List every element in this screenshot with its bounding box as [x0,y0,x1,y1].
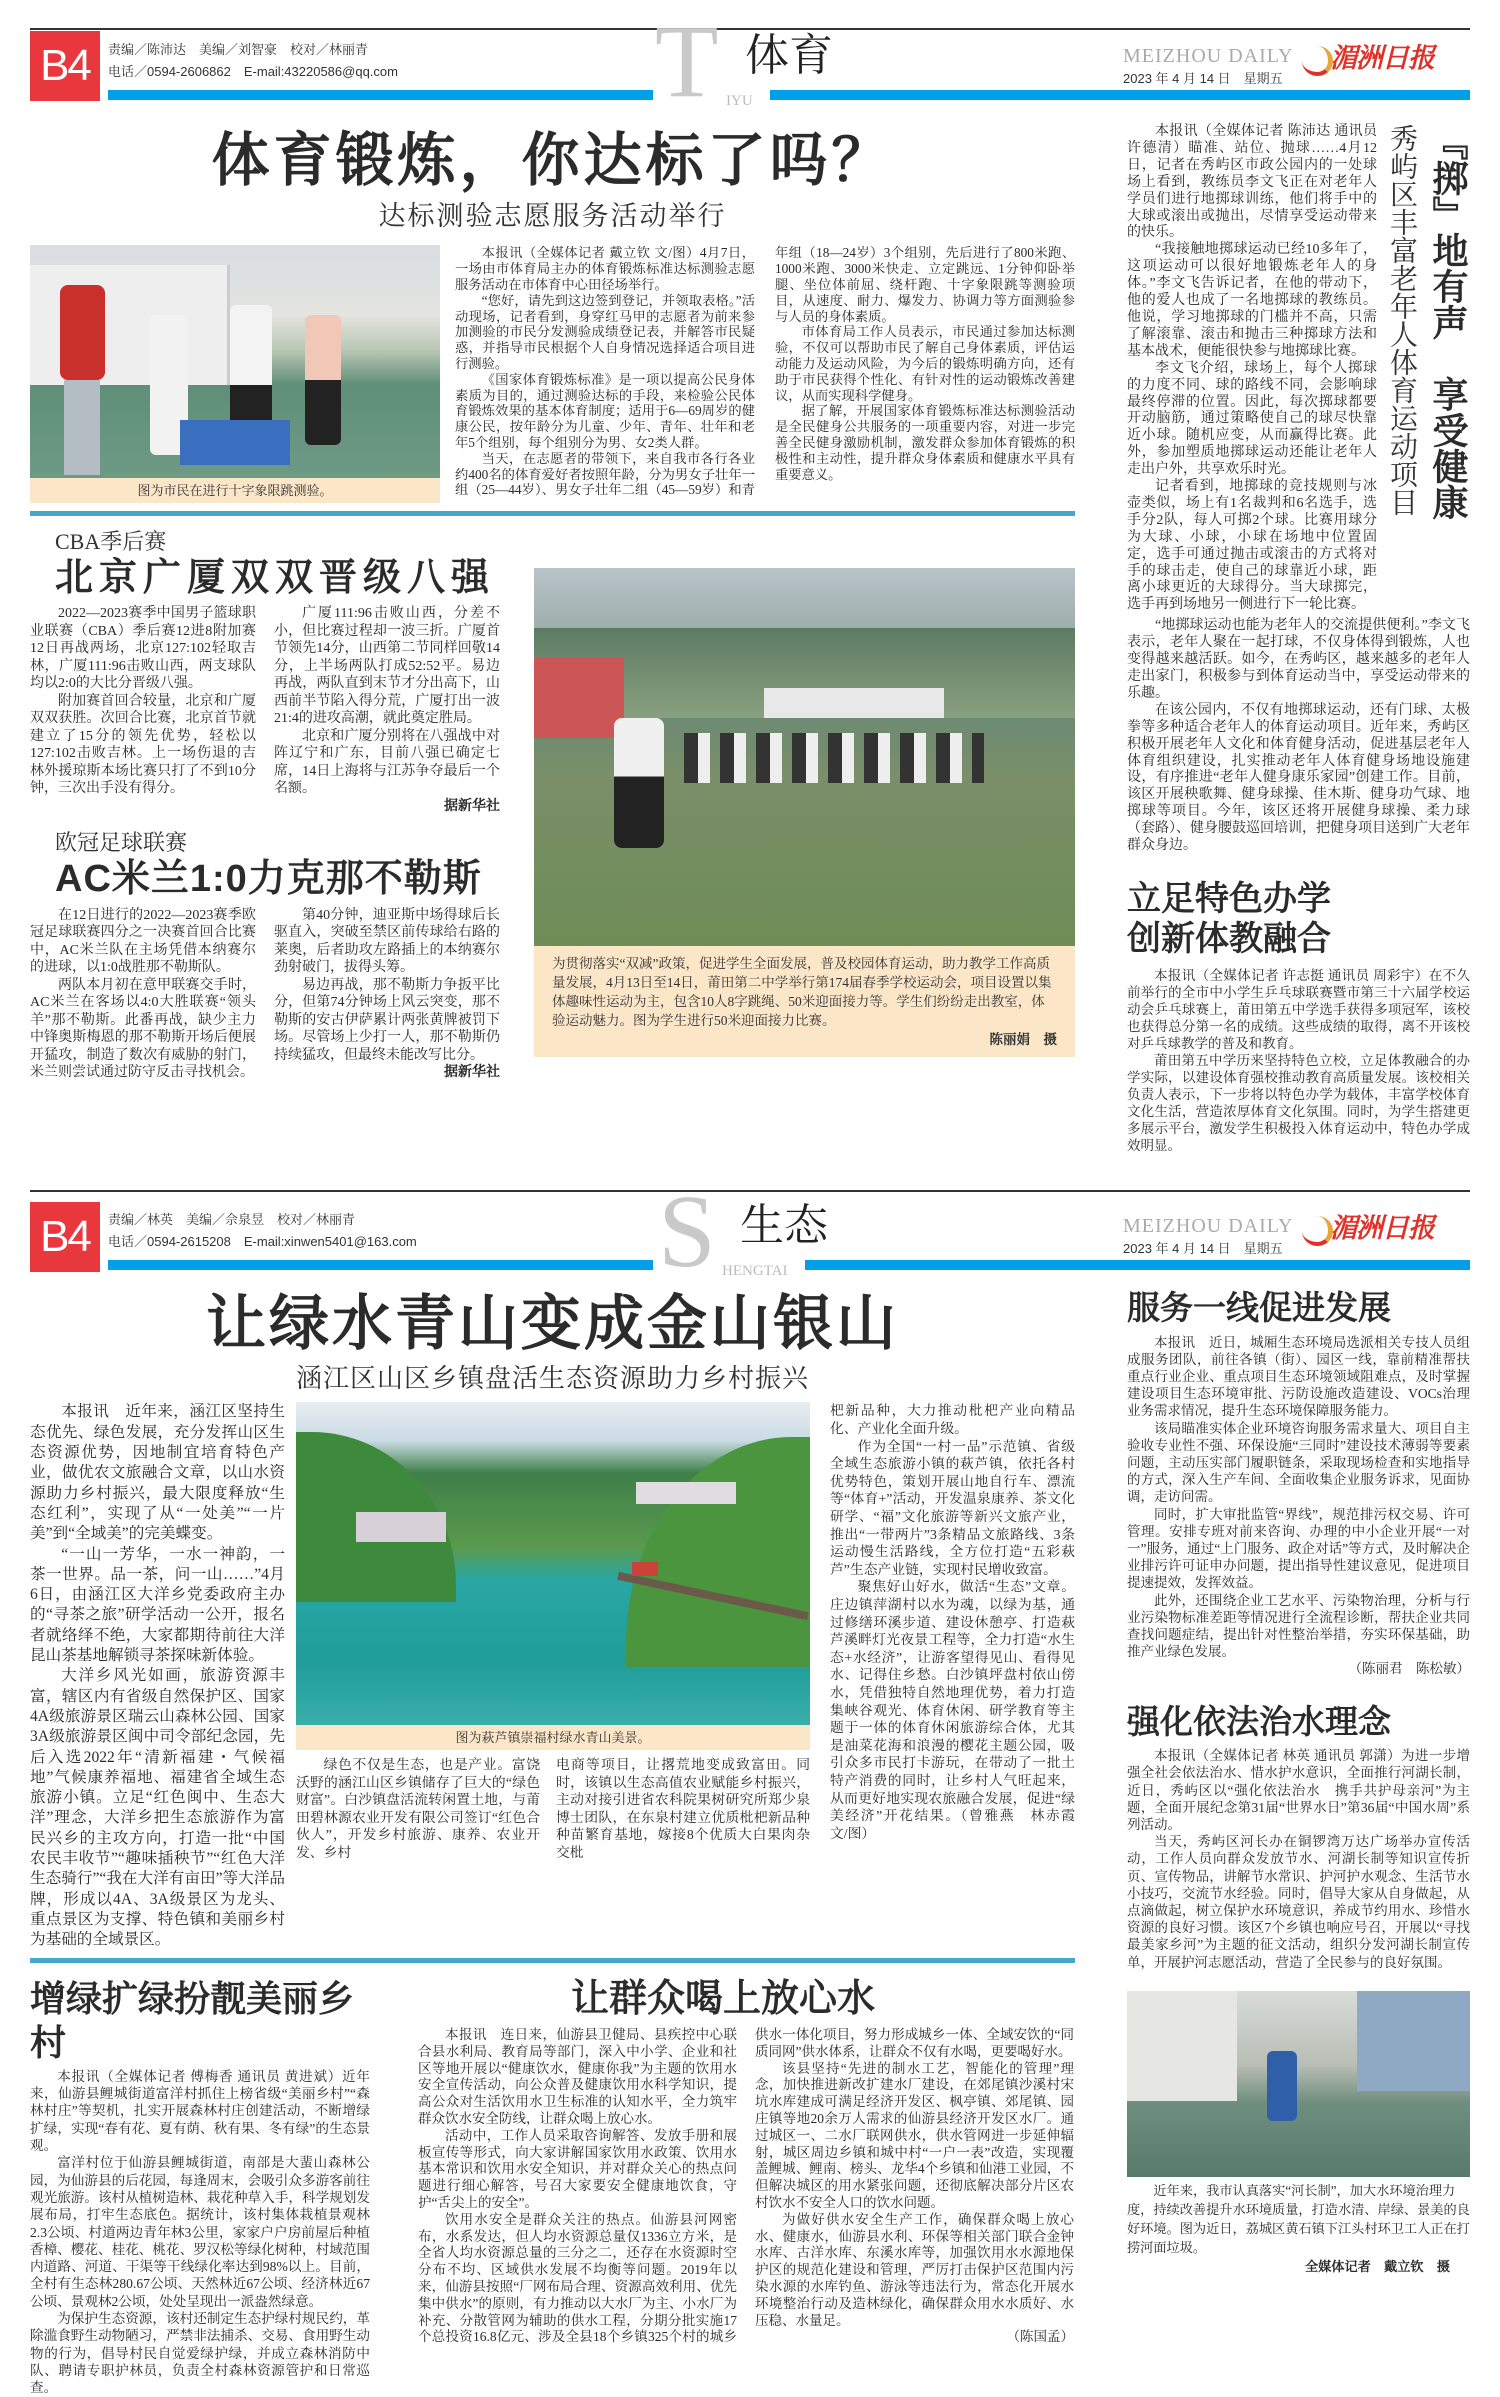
paragraph: 为保护生态资源，该村还制定生态护绿村规民约，革除滥食野生动物陋习，严禁非法捕杀、交易、食用野生动物的行为，倡导村民自觉爱绿护绿，并成立森林消防中队、聘请专职护林员，负责全村森林资源管护和日常巡查。 [30,2311,370,2396]
paragraph: 作为全国“一村一品”示范镇、省级全域生态旅游小镇的萩芦镇，依托各村优势特色，策划开展山地自行车、漂流等“体育+”活动，开发温泉康养、茶文化研学、“福”文化旅游等新兴文旅产业，推出“一带两片”3条精品文旅路线、3条运动慢生活路线，全方位打造“五彩萩芦”生态产业链，实现村民增收致富。 [830,1438,1075,1577]
eco-subheadline: 涵江区山区乡镇盘活生态资源助力乡村振兴 [295,1362,809,1393]
paper-name-en-2: MEIZHOU DAILY [1123,1214,1294,1237]
eco-col3-text: 电商等项目，让撂荒地变成致富田。同时，该镇以生态高值农业赋能乡村振兴，主动对接引进省农科院果树研究所郑少泉博士团队，在东泉村建立优质枇杷新品种种苗繁育基地，嫁接8个优质大白果肉杂交枇 [556,1757,810,1860]
paragraph: 本报讯 近日，城厢生态环境局选派相关专技人员组成服务团队，前往各镇（街）、园区一线，靠前精准帮扶重点行业企业、重点项目生态环境领域阻难点，及时掌握建设项目生态环境审批、污防设施改造建设、VOCs治理业务需求情况，提升生态环境保障服务能力。 [1127,1334,1470,1419]
paragraph: 此外，还围绕企业工艺水平、污染物治理，分析与行业污染物标准差距等情况进行全流程诊断，帮扶企业共同查找问题症结，提出针对性整治举措，夯实环保基础，助推产业绿色发展。 [1127,1592,1470,1660]
law-headline: 强化依法治水理念 [1127,1702,1391,1740]
law-article-body [1127,1747,1470,1971]
bowls-headline: 『掷』地有声 享受健康 [1428,124,1469,520]
page-number-badge: B4 [30,31,100,101]
paragraph: 饮用水安全是群众关注的热点。仙游县河网密布，水系发达，但人均水资源总量仅1336立方米，是全省人均水资源总量的三分之二，还存在水资源时空分布不均、区域供水发展不均衡等问题。2019年以来，仙游县按照“厂网布局合理、资源高效利用、优先集中供水”的原则，有力推动以大水厂为主、小水厂为补充、分散管网为辅助的供水工程，分期分批实施17个总投资16.8亿元、涉及全县18个乡镇325个村的城乡供水一体化项目，努力形成城乡一体、全域安饮的“同质同网”供水体系，让群众不仅有水喝，更要喝好水。 [418,2027,1074,2345]
section-watermark-letter-2: S [658,1173,716,1289]
ecology-page-body [0,1284,1500,2397]
section-title: 体育 [745,31,833,80]
eco-article-row [30,1402,1089,1950]
relay-caption-text: 为贯彻落实“双减”政策，促进学生全面发展，普及校园体育运动，助力教学工作高质量发展，4月13日至14日，莆田第二中学举行第174届春季学校运动会，项目设置以集体趣味性运动为主，包含10人8字跳绳、50米迎面接力等。学生们纷纷走出教室，体验运动魅力。图为学生进行50米迎面接力比赛。 [552,956,1052,1029]
service-headline: 服务一线促进发展 [1127,1288,1391,1326]
paper-logo-2: 湄洲日报 [1330,1212,1434,1244]
paragraph: “我接触地掷球运动已经10多年了，这项运动可以很好地锻炼老年人的身体。”李文飞告诉记者，在他的带动下，他的爱人也成了一名地掷球的教练员。他说，学习地掷球的门槛并不高，只需了解滚靠、滚击和抛击三种掷球方法和基本战术，便能很快参与地掷球比赛。 [1127,242,1377,359]
lake-landscape-photo [296,1402,810,1725]
eco-article-col4 [830,1402,1089,1842]
eco-under-photo-row [296,1756,810,1861]
relay-photo-block [534,568,1075,1057]
water-article-body [418,2027,1074,2346]
paragraph: 莆田第五中学历来坚持特色立校，立足体教融合的办学实际，以建设体育强校推动教育高质量发展。该校相关负责人表示，下一步将以特色办学为载体，丰富学校体育文化生活，营造浓厚体育文化氛围。同时，为学生搭建更多展示平台，激发学生积极投入体育运动中，特色办学成效明显。 [1127,1052,1470,1153]
eco-col2-text: 绿色不仅是生态，也是产业。富饶沃野的涵江山区乡镇储存了巨大的“绿色财富”。白沙镇盘活流转闲置土地，与莆田碧林源农业开发有限公司签订“红色合伙人”，开发乡村旅游、康养、农业开发、乡村 [296,1757,540,1860]
main-article-body [455,245,1075,498]
school-headline-2: 创新体教融合 [1127,919,1331,958]
paragraph: “一山一芳华，一水一神韵，一茶一世界。品一茶，问一山……”4月6日，由涵江区大洋乡党委政府主办的“寻茶之旅”研学活动一公开，报名者就络绎不绝，大家都期待前往大洋昆山茶基地解锁寻茶探味新体验。 [30,1545,285,1665]
paragraph: 在该公园内，不仅有地掷球运动，还有门球、太极拳等多种适合老年人的体育运动项目。近年来，秀屿区积极开展老年人文化和体育健身活动，促进基层老年人体育组织建设，扎实推动老年人体育健身场地设施建设，有序推进“老年人健身康乐家园”创建工作。目前，该区开展秧歌舞、健身球操、佳木斯、健身功气球、地掷球等项目。今年，该区还将开展健身球操、柔力球（套路）、健身腰鼓巡回培训，把健身项目送到广大老年群众身边。 [1127,702,1470,854]
paragraph: 李文飞介绍，球场上，每个人掷球的力度不同、球的路线不同，会影响球最终停滞的位置。因此，每次掷球都要开动脑筋，通过策略使自己的球尽快靠近小球。随机应变，从而赢得比赛。此外，参加塑质地掷球运动还能让老年人走出户外，共享欢乐时光。 [1127,360,1377,478]
bowls-article-body-top [1127,124,1377,614]
sports-right-column [1127,112,1470,1154]
paragraph: 据了解，开展国家体育锻炼标准达标测验活动是全民健身公共服务的一项重要内容，对进一步完善全民健身激励机制，激发群众参加体育锻炼的积极性和主动性，提升群众身体素质和健康水平具有重要意义。 [775,403,1075,482]
paragraph: 该局瞄准实体企业环境咨询服务需求量大、项目自主验收专业性不强、环保设施“三同时”建设技术薄弱等要素问题，主动压实部门履职链条，采取现场检查和实地指导的方式，深入生产车间、全面收集企业服务诉求，见面协调，走访问需。 [1127,1420,1470,1505]
paragraph: 本报讯（全媒体记者 陈沛达 通讯员 许德清）瞄准、站位、抛球……4月12日，记者在秀屿区市政公园内的一处球场上看到，教练员李文飞正在对老年人学员们进行地掷球训练，他们将手中的大球或滚出或抛出，尽情享受运动带来的快乐。 [1127,124,1377,241]
ecology-right-column [1127,1284,1470,2276]
paragraph: “地掷球运动也能为老年人的交流提供便利。”李文飞表示，老年人聚在一起打球，不仅身体得到锻炼，人也变得越来越活跃。如今，在秀屿区，越来越多的老年人走出家门，积极参与到体育运动当中，享受运动带来的乐趣。 [1127,618,1470,701]
paragraph: 同时，扩大审批监管“界线”，规范排污权交易、许可管理。安排专班对前来咨询、办理的中小企业开展“一对一”服务，通过“上门服务、政企对话”等方式，及时解决企业排污许可证申办问题，提出指导性建议意见，促进项目提速提效，发挥效益。 [1127,1506,1470,1591]
ecology-page-header [0,1162,1500,1289]
paragraph: 北京和广厦分别将在八强战中对阵辽宁和广东，目前八强已确定七席，14日上海将与江苏争夺最后一个名额。 [274,728,500,797]
section-divider [30,511,1075,516]
river-caption-text: 近年来，我市认真落实“河长制”，加大水环境治理力度，持续改善提升水环境质量，打造水清、岸绿、景美的良好环境。图为近日，荔城区黄石镇下江头村环卫工人正在打捞河面垃圾。 [1127,2182,1470,2255]
news-row [30,528,1075,1081]
water-paragraphs [418,2027,1074,2346]
paragraph: 本报讯（全媒体记者 傅梅香 通讯员 黄进斌）近年来，仙游县鲤城街道富洋村抓住上榜省级“美丽乡村”“森林村庄”等契机，扎实开展森林村庄创建活动，不断增绿扩绿，实现“春有花、夏有荫、秋有果、冬有绿”的生态景观。 [30,2068,370,2154]
paper-name-en: MEIZHOU DAILY [1123,45,1294,67]
bowls-subheadline: 秀屿区丰富老年人体育运动项目 [1387,124,1418,516]
paragraph: 本报讯（全媒体记者 许志挺 通讯员 周彩宇）在不久前举行的全市中小学生乒乓球联赛暨市第三十六届学校运动会乒乓球赛上，莆田第五中学选手获得多项冠军，该校也获得总分第一名的成绩。这些成绩的取得，离不开该校对乒乓球教学的普及和教育。 [1127,967,1470,1051]
school-headline-1: 立足特色办学 [1127,879,1331,918]
issue-date: 2023 年 4 月 14 日 星期五 [1123,71,1283,86]
paragraph: 广厦111:96击败山西，分差不小，但比赛过程却一波三折。广厦首节领先14分，山西第二节同样回敬14分，上半场两队打成52:52平。易边再战，两队直到末节才分出高下，山西前半节陷入得分荒，广厦打出一波21:4的进攻高潮，就此奠定胜局。 [274,606,500,727]
section-watermark-letter: T [655,4,719,119]
sports-page-body [0,112,1500,1154]
contact-info: 电话／0594-2606862 E-mail:43220586@qq.com [108,64,398,79]
paragraph: 记者看到，地掷球的竞技规则与冰壶类似，场上有1名裁判和6名选手，选手分2队，每人可掷2个球。比赛用球分为大球、小球，小球在场地中位置固定，选手可通过抛击或滚击的方式将对手的球击走，使自己的球靠近小球，距离小球更近的大球得分。当大球掷完，选手再到场地另一侧进行下一轮比赛。 [1127,479,1377,613]
issue-date-2: 2023 年 4 月 14 日 星期五 [1123,1240,1283,1256]
main-subheadline: 达标测验志愿服务活动举行 [378,200,727,231]
sports-left-area [30,112,1075,1082]
green-headline: 增绿扩绿扮靓美丽乡村 [30,1978,355,2063]
ecology-left-area [30,1284,1089,2397]
paragraph: 富洋村位于仙游县鲤城街道，南部是大蜚山森林公园，为仙游县的后花园，每逢周末，会吸引众多游客前往观光旅游。该村从植树造林、栽花种草入手，科学规划发展布局，打牢生态底色。据统计，该村集体栽植景观林2.3公顷、村道两边青年林3公里，家家户户房前屋后种植香樟、樱花、桂花、桃花、罗汉松等绿化树种，村域范围内道路、河道、干渠等干线绿化率达到98%以上。目前，全村有生态林280.67公顷、天然林近67公顷、经济林近67公顷、景观林2公顷，处处呈现出一派盎然绿意。 [30,2155,370,2309]
football-article-body [30,907,500,1082]
header-bar-left [108,90,653,100]
fitness-photo-block [30,245,440,503]
eco-article-col3 [556,1756,810,1861]
eco-article-col1 [30,1402,301,1950]
main-headline: 体育锻炼，你达标了吗？ [211,128,894,193]
paragraph: “您好，请先到这边签到登记，并领取表格。”活动现场，记者看到，身穿红马甲的志愿者为前来参加测验的市民分发测验成绩登记表，并解答市民疑惑，并指导市民根据个人自身情况选择适合项目进行测验。 [455,292,755,371]
service-source: （陈丽君 陈松敏） [1348,1661,1470,1677]
paragraph: 聚焦好山好水，做活“生态”文章。庄边镇萍湖村以水为魂，以绿为基，通过修缮环溪步道、建设休憩亭、打造萩芦溪畔灯光夜景工程等，全力打造“水生态+水经济”，让游客望得见山、看得见水、记得住乡愁。白沙镇坪盘村依山傍水，凭借独特自然地理优势，着力打造集峡谷观光、体育休闲、研学教育等主题于一体的体育休闲旅游综合体，尤其是油菜花海和浪漫的樱花主题公园，吸引众多市民打卡游玩，在带动了一批土特产消费的同时，让乡村人气旺起来，从而更好地实现农旅融合发展，促进“绿美经济”开花结果。（曾雅燕 林赤霞 文/图） [830,1579,1089,1841]
eco-article-col2 [296,1756,540,1861]
paragraph: 本报讯 近年来，涵江区坚持生态优先、绿色发展，充分发挥山区生态资源优势，因地制宜培育特色产业，做优农文旅融合文章，以山水资源助力乡村振兴，最大限度释放“生态红利”，实现了从“一处美”“一片美”到“全域美”的完美蝶变。 [30,1403,285,1543]
green-article [30,1977,370,2396]
river-photo-credit: 全媒体记者 戴立钦 摄 [1304,2258,1450,2274]
bottom-news-row [30,1977,1075,2396]
cba-kicker: CBA季后赛 [55,529,167,555]
bowls-top-row [1127,124,1470,614]
fitness-test-photo [30,245,440,478]
eco-col4-paragraphs [830,1438,1089,1843]
lake-photo-caption: 图为萩芦镇崇福村绿水青山美景。 [296,1725,810,1750]
football-paragraphs [30,907,500,1082]
paragraph: 易边再战，那不勒斯力争扳平比分，但第74分钟场上风云突变，那不勒斯的安古伊萨累计两张黄牌被罚下场。尽管场上少打一人，那不勒斯仍持续猛攻，但最终未能改写比分。 [274,977,500,1063]
section-pinyin-2: HENGTAI [722,1262,788,1279]
paragraph: 2022—2023赛季中国男子篮球职业联赛（CBA）季后赛12进8附加赛12日再战两场，北京127:102轻取吉林，广厦111:96击败山西，两支球队均以2:0的大比分晋级八强。 [30,606,256,692]
paragraph: 本报讯 连日来，仙游县卫健局、县疾控中心联合县水利局、教育局等部门，深入中小学、企业和社区等地开展以“健康饮水，健康你我”为主题的饮用水安全宣传活动，向公众普及健康饮用水科学知识，提高公众对生活饮用水卫生标准的认知水平，全力筑牢群众饮水安全防线，让群众喝上放心水。 [418,2027,737,2127]
sports-page-header [0,0,1500,119]
ecology-page [0,1162,1500,2397]
paragraph: 两队本月初在意甲联赛交手时，AC米兰在客场以4:0大胜联赛“领头羊”那不勒斯。此番再战，缺少主力中锋奥斯梅恩的那不勒斯开场后便展开猛攻，制造了数次有威胁的射门，米兰则尝试通过防守反击寻找机会。 [30,977,256,1081]
paragraph: 该县坚持“先进的制水工艺，智能化的管理”理念，加快推进新改扩建水厂建设，在郊尾镇沙溪村宋坑水库建成可满足经济开发区、枫亭镇、郊尾镇、园庄镇等地20余万人需求的仙游县经济开发区水厂。通过城区一、二水厂联网供水，供水管网进一步延伸辐射，城区周边乡镇和城中村“一户一表”改造，实现覆盖鲤城、鲤南、榜头、龙华4个乡镇和仙港工业园，不但解决城区的用水紧张问题，还彻底解决部分片区农村饮水不安全人口的饮水问题。 [755,2060,1074,2211]
paragraph: 为做好供水安全生产工作，确保群众喝上放心水、健康水，仙游县水利、环保等相关部门联合金钟水库、古洋水库、东溪水库等，加强饮用水水源地保护区的规范化建设和管理，严厉打击保护区范围内污染水源的水库钓鱼、游泳等违法行为，常态化开展水环境整治行动及造林绿化，确保群众用水水质好、水压稳、水量足。 [755,2211,1074,2328]
relay-race-photo [534,568,1075,946]
football-kicker: 欧冠足球联赛 [55,830,188,856]
relay-photo-caption [534,946,1075,1057]
eco-middle-block [296,1402,810,1861]
water-source: （陈国孟） [1006,2329,1074,2345]
service-paragraphs [1127,1334,1470,1661]
paper-logo: 湄洲日报 [1330,43,1434,74]
river-photo-caption [1127,2181,1470,2276]
cba-paragraphs [30,605,500,815]
paragraph: 《国家体育锻炼标准》是一项以提高公民身体素质为目的，通过测验达标的手段，来检验公民体育锻炼效果的基本体育制度；适用于6—69周岁的健康公民，按年龄分为儿童、少年、青年、壮年和老年5个组别，每个组别分为男、女2类人群。 [455,371,755,450]
green-article-body [30,2068,370,2397]
news-column [30,528,500,1081]
school-article-body [1127,967,1470,1154]
bowls-article-body-bottom [1127,618,1470,855]
football-headline: AC米兰1:0力克那不勒斯 [55,857,482,900]
paragraph: 大洋乡风光如画，旅游资源丰富，辖区内有省级自然保护区、国家4A级旅游景区瑞云山森林公园、国家3A级旅游景区闽中司令部纪念园，先后入选2022年“清新福建・气候福地”气候康养福地、福建省全域生态旅游小镇。立足“红色闽中、生态大洋”理念，大洋乡把生态旅游作为富民兴乡的主攻方向，打造一批“中国农民丰收节”“趣味插秧节”“红色大洋 生态骑行”“我在大洋有亩田”等大洋品牌，形成以4A、3A级景区为龙头、重点景区为支撑、特色镇和美丽乡村为基础的全域景区。 [30,1667,301,1949]
water-headline: 让群众喝上放心水 [571,1978,876,2021]
paragraph: 本报讯（全媒体记者 戴立钦 文/图）4月7日，一场由市体育局主办的体育锻炼标准达标测验志愿服务活动在市体育中心田径场举行。 [455,245,755,292]
relay-photo-credit: 陈丽娟 摄 [989,1032,1057,1048]
page-top-rule-2 [30,1190,1470,1192]
header-bar-right [770,90,1470,100]
sports-page [0,0,1500,1154]
fitness-photo-caption: 图为市民在进行十字象限跳测验。 [30,478,440,503]
header-bar-right-2 [805,1260,1470,1270]
eco-headline: 让绿水青山变成金山银山 [206,1289,899,1357]
service-article-body [1127,1334,1470,1678]
paragraph: 在12日进行的2022—2023赛季欧冠足球联赛四分之一决赛首回合比赛中，AC米兰队在主场凭借本纳赛尔的进球，以1:0战胜那不勒斯队。 [30,907,256,976]
paragraph: 活动中，工作人员采取咨询解答、发放手册和展板宣传等形式，向大家讲解国家饮用水政策、饮用水基本常识和饮用水安全知识，并对群众关心的热点问题进行细心解答，号召大家要安全健康地饮食，守护“舌尖上的安全”。 [418,2127,737,2211]
section-pinyin: IYU [726,93,753,109]
section-divider-2 [30,1958,1075,1963]
main-article-row [30,245,1075,503]
contact-info-2: 电话／0594-2615208 E-mail:xinwen5401@163.com [108,1233,417,1249]
cba-article-body [30,605,500,815]
header-bar-left-2 [108,1260,653,1270]
cba-source: 据新华社 [444,798,500,814]
page-number-badge-2: B4 [30,1202,100,1272]
river-cleanup-photo [1127,1991,1470,2177]
editor-credits-2: 责编／林英 美编／佘泉昱 校对／林丽青 [108,1211,356,1227]
eco-col4-lead: 杷新品种，大力推动枇杷产业向精品化、产业化全面升级。 [830,1403,1075,1437]
paragraph: 当天，在志愿者的带领下，来自我市各行各业约400名的体育爱好者按照年龄，分为男女子壮年一组（25—44岁）、男女子壮年二组（45—59岁）和青年组（18—24岁）3个组别，先后进行了800米跑、1000米跑、3000米快走、立定跳远、1分钟仰卧举腿、坐位体前屈、绕杆跑、十字象限跳等测验项目，从速度、耐力、爆发力、协调力等方面测验参与人员的身体素质。 [455,245,1075,498]
paragraph: 本报讯（全媒体记者 林英 通讯员 郭潇）为进一步增强全社会依法治水、惜水护水意识，全面推行河湖长制，近日，秀屿区以“强化依法治水 携手共护母亲河”为主题，全面开展纪念第31届“世界水日”第36届“中国水周”系列活动。 [1127,1748,1470,1833]
paragraph: 市体育局工作人员表示，市民通过参加达标测验，不仅可以帮助市民了解自己身体素质，评估运动能力及运动风险，为今后的锻炼明确方向，还有助于市民获得个性化、有针对性的运动锻炼改善建议，从而实现科学健身。 [775,324,1075,403]
paragraph: 附加赛首回合较量，北京和广厦双双获胜。次回合比赛，北京首节就建立了15分的领先优势，轻松以127:102击败吉林。上一场伤退的吉林外援琼斯本场比赛只打了不到10分钟，三次出手没有得分。 [30,693,256,797]
cba-headline: 北京广厦双双晋级八强 [55,556,496,599]
paragraph: 当天，秀屿区河长办在铜锣湾万达广场举办宣传活动，工作人员向群众发放节水、河湖长制等知识宣传折页、宣传物品，讲解节水常识、护河护水观念、生活节水小技巧，交流节水经验。同时，倡导大家从自身做起，从点滴做起，树立保护水环境意识，养成节约用水、珍惜水资源的良好习惯。该区7个乡镇也响应号召，开展以“寻找最美家乡河”为主题的征文活动，组织分发河湖长制宣传单，开展护河志愿活动，营造了全民参与的良好氛围。 [1127,1834,1470,1970]
section-title-2: 生态 [740,1200,828,1250]
editor-credits: 责编／陈沛达 美编／刘智豪 校对／林丽青 [108,42,369,57]
football-source: 据新华社 [444,1065,500,1081]
water-article [418,1977,1074,2346]
paragraph: 第40分钟，迪亚斯中场得球后长驱直入，突破至禁区前传球给右路的莱奥，后者助攻左路插上的本纳赛尔劲射破门，拔得头筹。 [274,907,500,976]
